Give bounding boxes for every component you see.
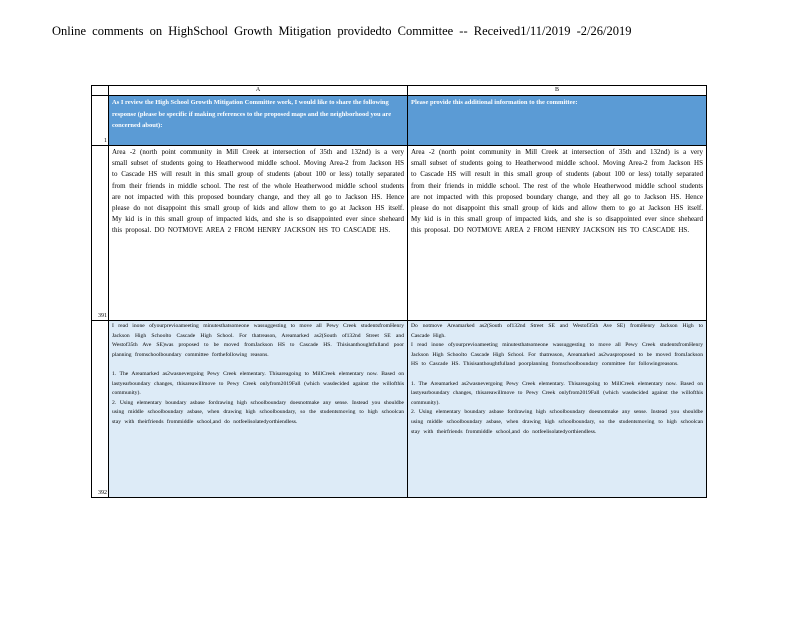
comments-table [91, 85, 707, 498]
page-title: Online comments on HighSchool Growth Mitigation providedto Committee -- Received1/11/2019 -2/26/2019 [52, 24, 632, 38]
comment-cell-a[interactable]: Area -2 (north point community in Mill Creek at intersection of 35th and 132nd) is a very small subset of students going to Heatherwood middle school. Moving Area-2 from Jackson HS to Cascade HS will result in this small group of students (about 100 or less) totally separated from their friends in middle school. The rest of the whole Heatherwood middle school students are not impacted with this proposed boundary change, and they all go to Jackson HS. Hence please do not disappoint this small group of kids and allow them to go at Jackson HS itself. My kid is in this small group of impacted kids, and she is so disappointed ever since sheheard this proposal. DO NOTMOVE AREA 2 FROM HENRY JACKSON HS TO CASCADE HS. [109, 146, 408, 321]
row-number[interactable]: 1 [92, 96, 109, 146]
question-cell-a[interactable]: As I review the High School Growth Mitigation Committee work, I would like to share the following response (please be specific if making references to the proposed maps and the neighborhood you are concerned about): [109, 96, 408, 146]
comment-cell-a[interactable]: I read inone ofyourprevioameeting minutesthatsomeone wassuggesting to move all Pewy Creek studentsfromHenry Jackson High Schoolto Cascade High School. For thatreason, Areamarked as2(South of132nd Street SE and Westof35th Ave SE)was proposed to be moved fromJackson HS to Cascade HS. Thisisanthoughtfulland poor planning fromschoolboundary committee forthefollowing reasons. 1. The Areamarked as2wasnevergoing Pewy Creek elementary. Thisareagoing to MillCreek elementary now. Based on lastyearboundary changes, thisareawillmove to Pewy Creek onlyfrom2019Fall (which wasdecided against the willofthis community). 2. Using elementary boundary asbase fordrawing high schoolboundary doesnotmake any sense. Instead you shouldbe using middle schoolboundary asbase, when drawing high schoolboundary, so the studentsmoving to high schoolcan stay with theirfriends frommiddle school,and do notfeelisolatedyorthiendless. [109, 321, 408, 498]
column-header-b[interactable]: B [408, 86, 707, 96]
column-header-row [92, 86, 707, 96]
table-row [92, 321, 707, 498]
table-row [92, 146, 707, 321]
table-row [92, 96, 707, 146]
corner-cell [92, 86, 109, 96]
question-cell-b[interactable]: Please provide this additional information to the committee: [408, 96, 707, 146]
column-header-a[interactable]: A [109, 86, 408, 96]
comment-cell-b[interactable]: Do notmove Areamarked as2(South of132nd Street SE and Westof35th Ave SE) fromHenry Jackson High to Cascade High. I read inone ofyourprevioameeting minutesthatsomeone wassuggesting to move all Pewy Creek studentsfromHenry Jackson High Schoolto Cascade High School. For thatreason, Areamarked as2wasproposed to be moved fromJackson HS to Cascade HS. Thisisanthoughtfulland poorplanning fromschoolboundary committee for followingreasons. 1. The Areamarked as2wasnevergoing Pewy Creek elementary. Thisareagoing to MillCreek elementary now. Based on lastyearboundary changes, thisareawillmove to Pewy Creek onlyfrom2019Fall (which wasdecided against the willofthis community). 2. Using elementary boundary asbase fordrawing high schoolboundary doesnotmake any sense. Instead you shouldbe using middle schoolboundary asbase, when drawing high schoolboundary, so the studentsmoving to high schoolcan stay with theirfriends frommiddle school,and do notfeelisolatedyorthiendless. [408, 321, 707, 498]
row-number[interactable]: 392 [92, 321, 109, 498]
comment-cell-b[interactable]: Area -2 (north point community in Mill Creek at intersection of 35th and 132nd) is a very small subset of students going to Heatherwood middle school. Moving Area-2 from Jackson HS to Cascade HS will result in this small group of students (about 100 or less) totally separated from their friends in middle school. The rest of the whole Heatherwood middle school students are not impacted with this proposed boundary change, and they all go to Jackson HS. Hence please do not disappoint this small group of kids and allow them to go at Jackson HS itself. My kid is in this small group of impacted kids, and she is so disappointed ever since sheheard this proposal. DO NOTMOVE AREA 2 FROM HENRY JACKSON HS TO CASCADE HS. [408, 146, 707, 321]
row-number[interactable]: 391 [92, 146, 109, 321]
